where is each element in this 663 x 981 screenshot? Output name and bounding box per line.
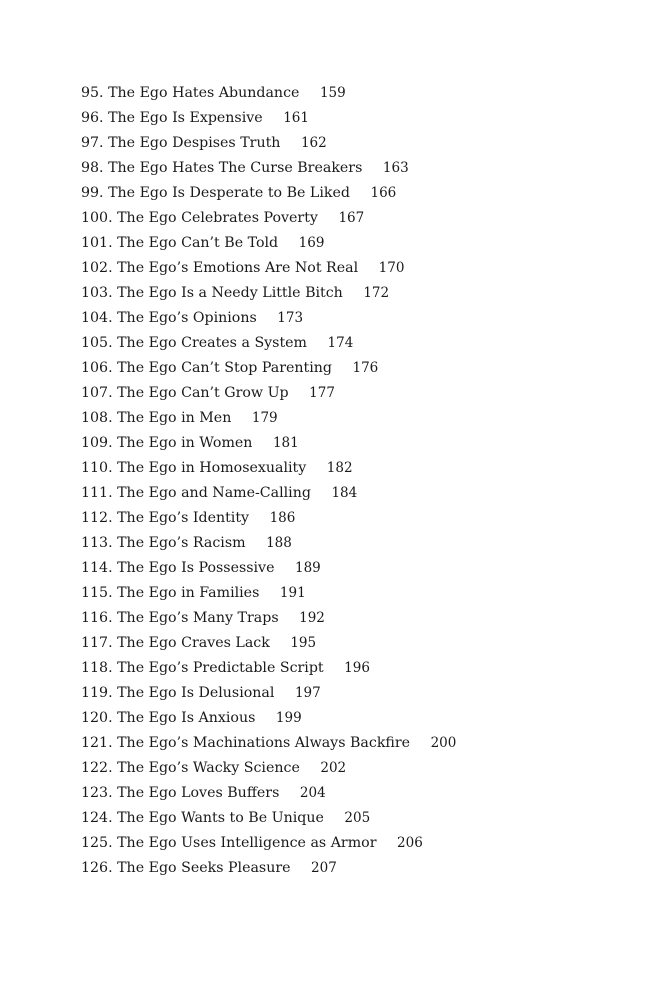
toc-entry[interactable]	[81, 207, 456, 232]
toc-entry-page-number: 173	[277, 310, 304, 326]
toc-entry-title: 115. The Ego in Families	[81, 585, 260, 601]
toc-entry-title: 116. The Ego’s Many Traps	[81, 610, 279, 626]
toc-entry-title: 120. The Ego Is Anxious	[81, 710, 256, 726]
toc-entry[interactable]	[81, 557, 456, 582]
toc-entry-page-number: 170	[378, 260, 405, 276]
toc-entry[interactable]	[81, 107, 456, 132]
toc-entry[interactable]	[81, 857, 456, 882]
toc-entry[interactable]	[81, 482, 456, 507]
toc-entry-title: 105. The Ego Creates a System	[81, 335, 308, 351]
toc-entry-page-number: 169	[298, 235, 325, 251]
toc-entry[interactable]	[81, 632, 456, 657]
toc-entry[interactable]	[81, 682, 456, 707]
toc-entry[interactable]	[81, 732, 456, 757]
toc-entry[interactable]	[81, 507, 456, 532]
toc-entry-page-number: 174	[327, 335, 354, 351]
toc-entry[interactable]	[81, 757, 456, 782]
toc-entry-title: 103. The Ego Is a Needy Little Bitch	[81, 285, 343, 301]
toc-entry-title: 117. The Ego Craves Lack	[81, 635, 270, 651]
toc-entry[interactable]	[81, 282, 456, 307]
toc-entry-page-number: 184	[331, 485, 358, 501]
toc-entry-title: 124. The Ego Wants to Be Unique	[81, 810, 324, 826]
toc-entry-title: 99. The Ego Is Desperate to Be Liked	[81, 185, 350, 201]
toc-entry-page-number: 202	[320, 760, 347, 776]
toc-entry-page-number: 179	[251, 410, 278, 426]
toc-entry[interactable]	[81, 657, 456, 682]
toc-entry[interactable]	[81, 432, 456, 457]
toc-entry[interactable]	[81, 332, 456, 357]
toc-entry-page-number: 181	[272, 435, 299, 451]
toc-entry-title: 118. The Ego’s Predictable Script	[81, 660, 324, 676]
toc-entry-title: 113. The Ego’s Racism	[81, 535, 246, 551]
toc-entry-title: 98. The Ego Hates The Curse Breakers	[81, 160, 363, 176]
toc-entry-page-number: 159	[319, 85, 346, 101]
toc-entry-page-number: 192	[299, 610, 325, 626]
toc-entry-title: 96. The Ego Is Expensive	[81, 110, 263, 126]
toc-entry[interactable]	[81, 832, 456, 857]
toc-entry[interactable]	[81, 532, 456, 557]
table-of-contents	[81, 82, 456, 882]
toc-entry[interactable]	[81, 382, 456, 407]
toc-entry-title: 100. The Ego Celebrates Poverty	[81, 210, 318, 226]
toc-entry-title: 101. The Ego Can’t Be Told	[81, 235, 279, 251]
toc-entry-title: 102. The Ego’s Emotions Are Not Real	[81, 260, 359, 276]
toc-entry-page-number: 191	[279, 585, 306, 601]
toc-entry-page-number: 163	[382, 160, 409, 176]
toc-entry[interactable]	[81, 307, 456, 332]
toc-entry-title: 114. The Ego Is Possessive	[81, 560, 275, 576]
toc-entry-page-number: 177	[309, 385, 335, 401]
toc-entry-page-number: 206	[397, 835, 423, 851]
toc-entry-page-number: 166	[370, 185, 397, 201]
toc-entry[interactable]	[81, 807, 456, 832]
toc-entry[interactable]	[81, 157, 456, 182]
toc-entry[interactable]	[81, 782, 456, 807]
toc-entry[interactable]	[81, 132, 456, 157]
toc-entry-title: 110. The Ego in Homosexuality	[81, 460, 307, 476]
toc-entry-title: 123. The Ego Loves Buffers	[81, 785, 280, 801]
toc-entry-page-number: 188	[266, 535, 292, 551]
toc-entry-page-number: 182	[326, 460, 353, 476]
toc-entry-title: 121. The Ego’s Machinations Always Backfire	[81, 735, 411, 751]
toc-entry-title: 106. The Ego Can’t Stop Parenting	[81, 360, 332, 376]
toc-entry[interactable]	[81, 357, 456, 382]
toc-entry-title: 97. The Ego Despises Truth	[81, 135, 281, 151]
toc-entry-page-number: 197	[294, 685, 321, 701]
toc-entry-page-number: 199	[275, 710, 302, 726]
toc-entry-page-number: 167	[338, 210, 365, 226]
toc-entry-page-number: 207	[311, 860, 337, 876]
toc-entry[interactable]	[81, 182, 456, 207]
toc-entry[interactable]	[81, 257, 456, 282]
toc-entry-title: 108. The Ego in Men	[81, 410, 232, 426]
toc-entry-page-number: 162	[300, 135, 327, 151]
toc-entry-page-number: 204	[299, 785, 326, 801]
toc-entry[interactable]	[81, 407, 456, 432]
toc-entry[interactable]	[81, 457, 456, 482]
toc-entry-page-number: 205	[344, 810, 371, 826]
toc-entry[interactable]	[81, 582, 456, 607]
toc-entry-title: 111. The Ego and Name-Calling	[81, 485, 311, 501]
toc-entry-title: 104. The Ego’s Opinions	[81, 310, 257, 326]
toc-entry-page-number: 176	[352, 360, 379, 376]
toc-entry-page-number: 186	[269, 510, 296, 526]
toc-entry-title: 95. The Ego Hates Abundance	[81, 85, 300, 101]
toc-entry[interactable]	[81, 607, 456, 632]
toc-entry-page-number: 161	[283, 110, 309, 126]
toc-entry-page-number: 172	[363, 285, 390, 301]
toc-entry-page-number: 196	[344, 660, 370, 676]
toc-entry-title: 125. The Ego Uses Intelligence as Armor	[81, 835, 377, 851]
toc-entry-title: 126. The Ego Seeks Pleasure	[81, 860, 291, 876]
toc-entry-page-number: 200	[430, 735, 457, 751]
toc-entry[interactable]	[81, 232, 456, 257]
toc-entry[interactable]	[81, 82, 456, 107]
toc-entry-page-number: 189	[295, 560, 321, 576]
toc-entry-title: 107. The Ego Can’t Grow Up	[81, 385, 289, 401]
toc-entry-title: 119. The Ego Is Delusional	[81, 685, 275, 701]
toc-entry-title: 112. The Ego’s Identity	[81, 510, 250, 526]
toc-entry-title: 109. The Ego in Women	[81, 435, 253, 451]
toc-entry[interactable]	[81, 707, 456, 732]
toc-entry-title: 122. The Ego’s Wacky Science	[81, 760, 300, 776]
toc-entry-page-number: 195	[290, 635, 317, 651]
